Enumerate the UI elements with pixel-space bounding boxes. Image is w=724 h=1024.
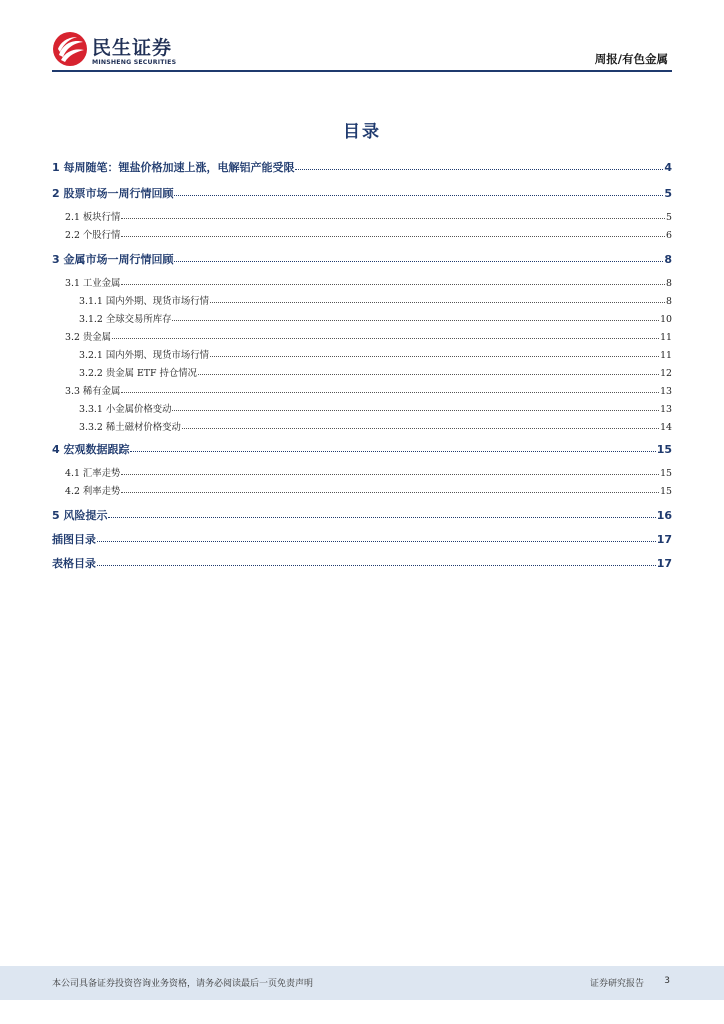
toc-entry-label: 4.1 汇率走势 [65, 468, 121, 479]
toc-entry-page: 5 [666, 212, 672, 223]
toc-entry-page: 6 [666, 230, 672, 241]
toc-entry[interactable] [52, 185, 672, 201]
toc-entry-page: 11 [660, 332, 672, 343]
footer-disclaimer: 本公司具备证券投资咨询业务资格，请务必阅读最后一页免责声明 [52, 979, 314, 989]
toc-entry-page: 16 [656, 509, 672, 522]
toc-entry-label: 3.1 工业金属 [65, 278, 121, 289]
toc-dot-leader [97, 565, 656, 566]
toc-title: 目录 [343, 122, 381, 142]
toc-entry[interactable] [52, 401, 672, 415]
toc-entry[interactable] [52, 483, 672, 497]
toc-entry[interactable] [52, 311, 672, 325]
toc-entry-label: 4 宏观数据跟踪 [52, 443, 130, 456]
toc-entry-label: 3.2.1 国内外期、现货市场行情 [79, 350, 209, 361]
toc-dot-leader [174, 195, 663, 196]
footer-page-number: 3 [664, 976, 670, 986]
toc-entry-label: 3.1.2 全球交易所库存 [79, 314, 172, 325]
toc-entry-page: 15 [660, 468, 672, 479]
toc-entry[interactable] [52, 531, 672, 547]
toc-entry-label: 表格目录 [52, 557, 96, 570]
toc-entry[interactable] [52, 251, 672, 267]
toc-entry-page: 12 [660, 368, 672, 379]
toc-entry[interactable] [52, 465, 672, 479]
toc-entry-page: 13 [660, 404, 672, 415]
toc-entry-page: 13 [660, 386, 672, 397]
toc-entry-page: 17 [656, 533, 672, 546]
toc-entry[interactable] [52, 347, 672, 361]
toc-entry[interactable] [52, 293, 672, 307]
toc-entry-label: 3.3.1 小金属价格变动 [79, 404, 172, 415]
toc-entry-label: 插图目录 [52, 533, 96, 546]
toc-entry-page: 17 [656, 557, 672, 570]
toc-entry-page: 15 [656, 443, 672, 456]
toc-entry-page: 4 [664, 161, 672, 174]
toc-dot-leader [295, 169, 663, 170]
toc-dot-leader [121, 474, 659, 475]
toc-dot-leader [121, 218, 665, 219]
toc-dot-leader [121, 392, 659, 393]
brand-name-cn: 民生证券 [92, 37, 173, 59]
toc-entry-label: 3.3.2 稀土磁材价格变动 [79, 422, 181, 433]
toc-entry-page: 5 [664, 187, 672, 200]
page-footer [0, 966, 724, 1000]
toc-dot-leader [130, 451, 655, 452]
header-divider [52, 70, 672, 72]
minsheng-swirl-logo-icon [52, 31, 88, 67]
toc-entry-page: 8 [664, 253, 672, 266]
toc-dot-leader [182, 428, 659, 429]
toc-entry-page: 15 [660, 486, 672, 497]
toc-entry-label: 3.2 贵金属 [65, 332, 112, 343]
toc-entry-label: 3 金属市场一周行情回顾 [52, 253, 174, 266]
toc-dot-leader [198, 374, 659, 375]
toc-entry-label: 2.1 板块行情 [65, 212, 121, 223]
toc-entry[interactable] [52, 383, 672, 397]
page-header [0, 0, 724, 76]
toc-entry-page: 14 [660, 422, 672, 433]
toc-dot-leader [121, 236, 665, 237]
toc-entry-label: 2 股票市场一周行情回顾 [52, 187, 174, 200]
toc-entry-label: 2.2 个股行情 [65, 230, 121, 241]
toc-entry[interactable] [52, 159, 672, 175]
toc-dot-leader [210, 356, 659, 357]
toc-entry[interactable] [52, 419, 672, 433]
toc-dot-leader [121, 284, 665, 285]
toc-entry[interactable] [52, 441, 672, 457]
toc-entry-page: 8 [666, 278, 672, 289]
toc-entry[interactable] [52, 365, 672, 379]
toc-entry-label: 3.2.2 贵金属 ETF 持仓情况 [79, 368, 198, 379]
toc-entry-label: 3.1.1 国内外期、现货市场行情 [79, 296, 209, 307]
toc-entry[interactable] [52, 507, 672, 523]
toc-entry-label: 3.3 稀有金属 [65, 386, 121, 397]
toc-dot-leader [112, 338, 659, 339]
toc-entry[interactable] [52, 209, 672, 223]
toc-dot-leader [174, 261, 663, 262]
toc-entry-page: 10 [660, 314, 672, 325]
toc-entry-page: 11 [660, 350, 672, 361]
toc-entry-label: 5 风险提示 [52, 509, 108, 522]
toc-entry[interactable] [52, 555, 672, 571]
toc-entry-page: 8 [666, 296, 672, 307]
toc-dot-leader [210, 302, 665, 303]
footer-report-label: 证券研究报告 [589, 979, 644, 989]
toc-entry[interactable] [52, 275, 672, 289]
toc-entry[interactable] [52, 227, 672, 241]
toc-entry-label: 4.2 利率走势 [65, 486, 121, 497]
report-type-label: 周报/有色金属 [594, 52, 668, 66]
toc-dot-leader [97, 541, 656, 542]
toc-dot-leader [108, 517, 655, 518]
toc-dot-leader [172, 320, 659, 321]
brand-logo [52, 31, 182, 69]
toc-dot-leader [172, 410, 659, 411]
brand-name-en: MINSHENG SECURITIES [92, 59, 177, 66]
toc-entry-label: 1 每周随笔：锂盐价格加速上涨，电解铝产能受限 [52, 161, 295, 174]
toc-entry[interactable] [52, 329, 672, 343]
toc-dot-leader [121, 492, 659, 493]
